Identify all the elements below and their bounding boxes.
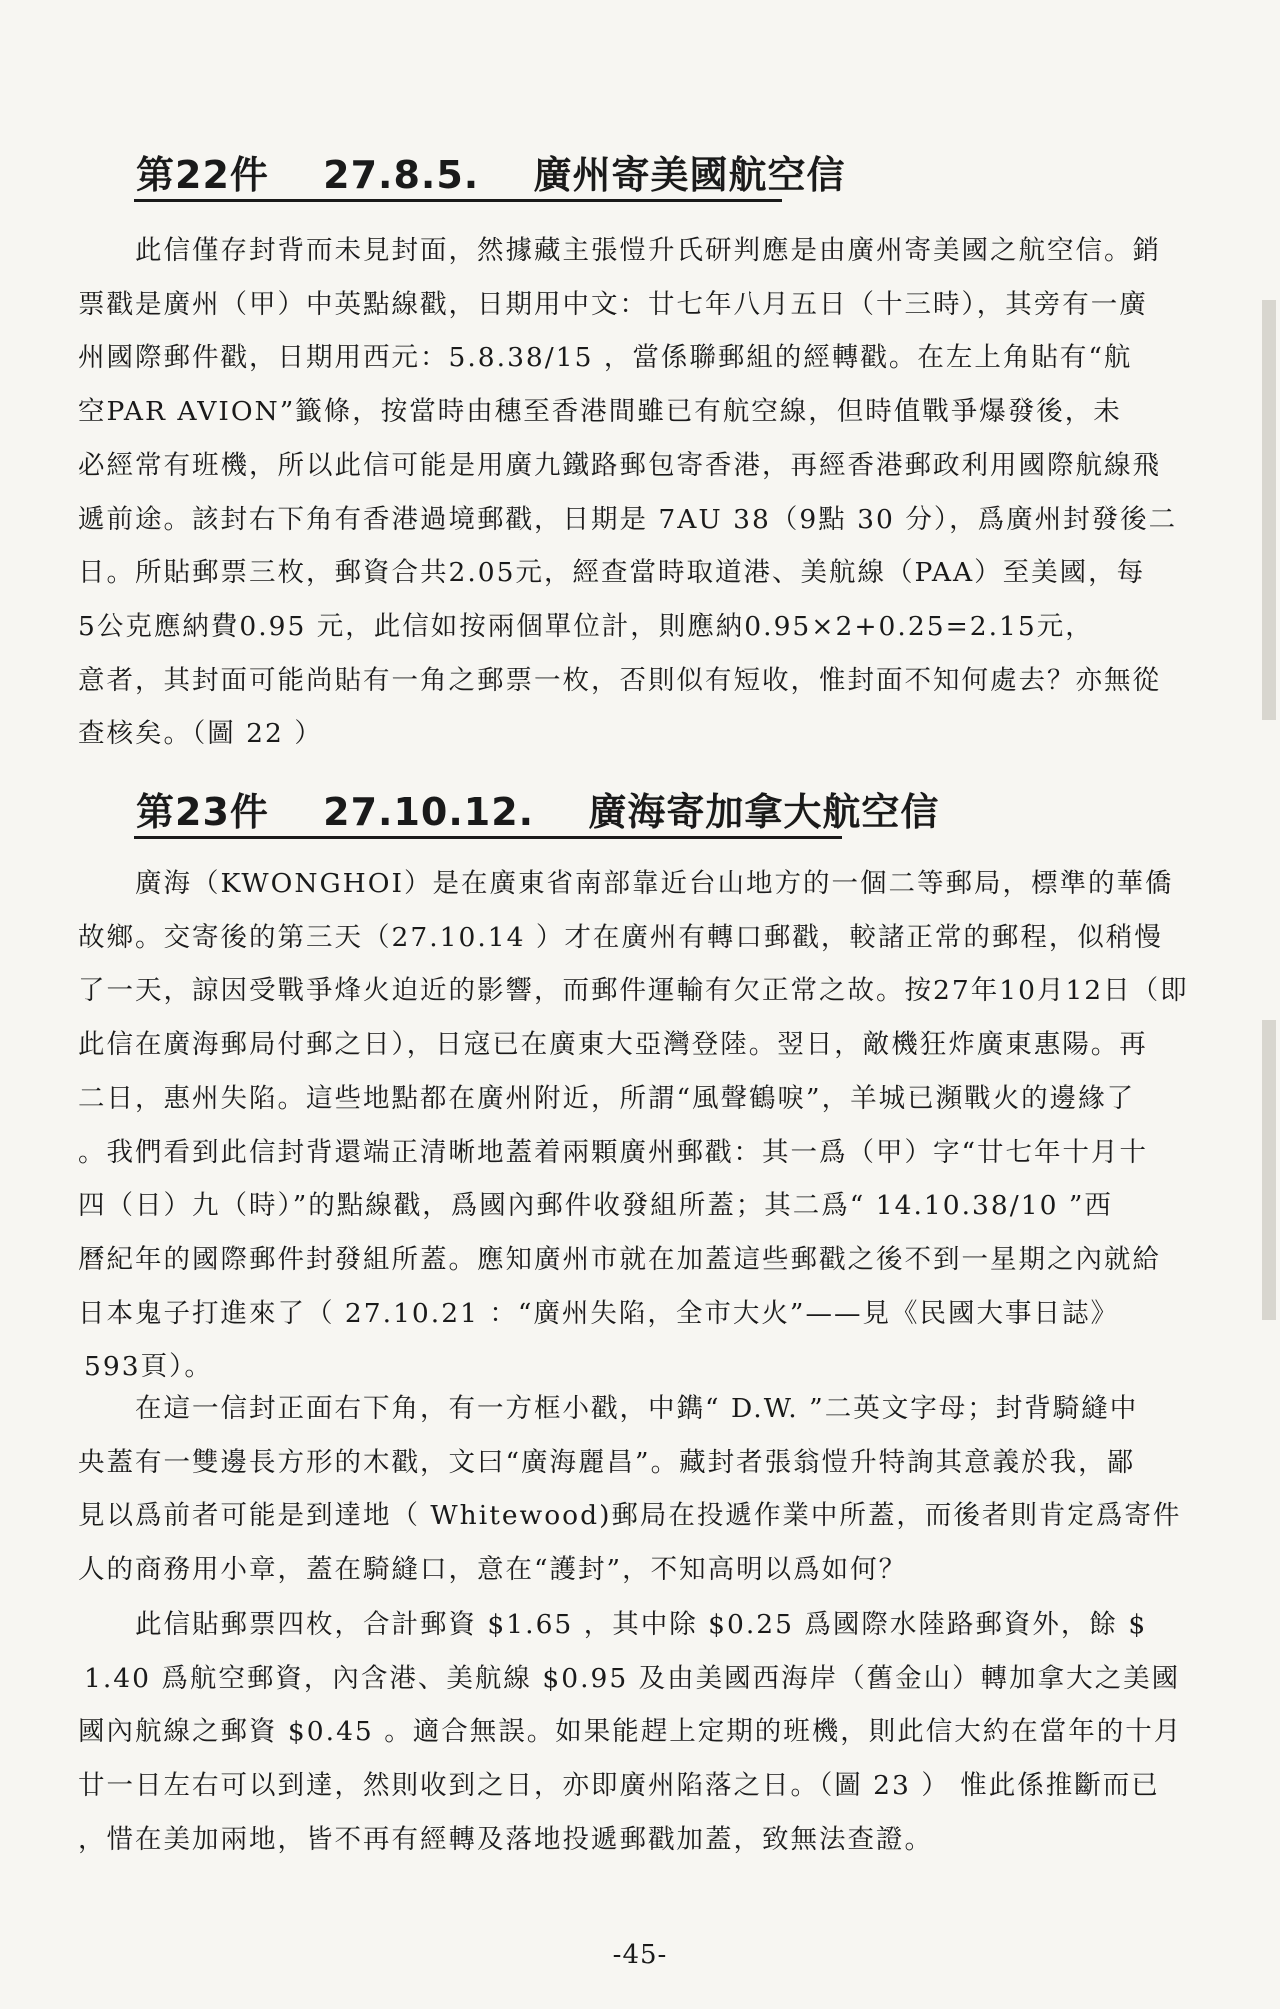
section-23-title: 廣海寄加拿大航空信 (588, 790, 940, 834)
scan-edge-shadow-lower (1262, 1020, 1276, 1320)
section-23-p3-line-3: 國內航線之郵資 $0.45 。適合無誤。如果能趕上定期的班機，則此信大約在當年的十月 (78, 1716, 1183, 1748)
section-23-p1-line-4: 此信在廣海郵局付郵之日），日寇已在廣東大亞灣登陸。翌日，敵機狂炸廣東惠陽。再 (78, 1029, 1148, 1061)
section-23-p1-line-9: 日本鬼子打進來了（ 27.10.21 ：“廣州失陷，全市大火”——見《民國大事日誌》 (78, 1297, 1119, 1329)
section-23-p2-line-1: 在這一信封正面右下角，有一方框小戳，中鐫“ D.W. ”二英文字母；封背騎縫中 (135, 1393, 1139, 1424)
section-23-p1-line-10: 593頁）。 (84, 1351, 213, 1383)
section-22-line-2: 票戳是廣州（甲）中英點線戳，日期用中文：廿七年八月五日（十三時），其旁有一廣 (78, 288, 1148, 320)
section-22-title: 廣州寄美國航空信 (533, 153, 846, 197)
section-23-p1-line-3: 了一天，諒因受戰爭烽火迫近的影響，而郵件運輸有欠正常之故。按27年10月12日（即 (78, 975, 1189, 1007)
section-23-p1-line-7: 四（日）九（時）”的點線戳，爲國內郵件收發組所蓋；其二爲“ 14.10.38/10 ”西 (78, 1190, 1113, 1222)
section-22-underline (134, 199, 782, 202)
section-22-number: 第22件 (136, 153, 269, 197)
section-22-line-5: 必經常有班機，所以此信可能是用廣九鐵路郵包寄香港，再經香港郵政利用國際航線飛 (78, 449, 1161, 481)
section-23-p2-line-4: 人的商務用小章，蓋在騎縫口，意在“護封”，不知高明以爲如何？ (78, 1554, 908, 1586)
section-22-line-6: 遞前途。該封右下角有香港過境郵戳，日期是 7AU 38（9點 30 分），爲廣州封發後二 (78, 503, 1178, 535)
section-23-p3-line-1: 此信貼郵票四枚，合計郵資 $1.65 ，其中除 $0.25 爲國際水陸路郵資外，餘 $ (135, 1609, 1148, 1640)
section-23-p1-line-2: 故鄉。交寄後的第三天（27.10.14 ）才在廣州有轉口郵戳，較諸正常的郵程，似稍慢 (78, 921, 1163, 953)
section-22-heading (136, 150, 845, 200)
section-22-line-7: 日。所貼郵票三枚，郵資合共2.05元，經查當時取道港、美航線（PAA）至美國，每 (78, 557, 1146, 589)
section-23-p1-line-6: 。我們看到此信封背還端正清晰地蓋着兩顆廣州郵戳：其一爲（甲）字“廿七年十月十 (78, 1136, 1149, 1168)
section-22-line-1: 此信僅存封背而未見封面，然據藏主張愷升氏研判應是由廣州寄美國之航空信。銷 (135, 235, 1161, 266)
section-23-p1-line-1: 廣海（KWONGHOI）是在廣東省南部靠近台山地方的一個二等郵局，標準的華僑 (135, 868, 1174, 899)
section-23-paragraph-2 (78, 1382, 1210, 1597)
section-22-line-9: 意者，其封面可能尚貼有一角之郵票一枚，否則似有短收，惟封面不知何處去？亦無從 (78, 664, 1161, 696)
section-23-p2-line-3: 見以爲前者可能是到達地（ Whitewood)郵局在投遞作業中所蓋，而後者則肯定爲寄件 (78, 1500, 1182, 1532)
section-23-p1-line-5: 二日，惠州失陷。這些地點都在廣州附近，所謂“風聲鶴唳”，羊城已瀕戰火的邊緣了 (78, 1082, 1136, 1114)
section-22-line-4: 空PAR AVION”籤條，按當時由穗至香港間雖已有航空線，但時值戰爭爆發後，未 (78, 396, 1122, 428)
section-23-underline (134, 836, 842, 839)
section-22-line-10: 查核矣。（圖 22 ） (78, 718, 323, 750)
section-23-p2-line-2: 央蓋有一雙邊長方形的木戳，文曰“廣海麗昌”。藏封者張翁愷升特詢其意義於我，鄙 (78, 1446, 1136, 1478)
page-number: -45- (612, 1940, 668, 1970)
section-22-date: 27.8.5. (323, 153, 480, 197)
section-23-number: 第23件 (136, 790, 269, 834)
section-23-p1-line-8: 曆紀年的國際郵件封發組所蓋。應知廣州市就在加蓋這些郵戳之後不到一星期之內就給 (78, 1243, 1161, 1275)
section-23-p3-line-4: 廿一日左右可以到達，然則收到之日，亦即廣州陷落之日。（圖 23 ） 惟此係推斷而已 (78, 1770, 1160, 1802)
section-23-paragraph-3 (78, 1598, 1210, 1867)
section-22-body (78, 224, 1210, 761)
section-22-line-3: 州國際郵件戳，日期用西元：5.8.38/15 ，當係聯郵組的經轉戳。在左上角貼有“航 (78, 342, 1133, 374)
section-23-date: 27.10.12. (323, 790, 535, 834)
section-23-paragraph-1 (78, 857, 1210, 1394)
scan-edge-shadow (1262, 300, 1276, 720)
section-22-line-8: 5公克應納費0.95 元，此信如按兩個單位計，則應納0.95×2+0.25=2.15元， (78, 610, 1094, 642)
section-23-heading (136, 787, 939, 837)
section-23-p3-line-5: ，惜在美加兩地，皆不再有經轉及落地投遞郵戳加蓋，致無法查證。 (78, 1823, 933, 1855)
section-23-p3-line-2: 1.40 爲航空郵資，內含港、美航線 $0.95 及由美國西海岸（舊金山）轉加拿大之美國 (84, 1662, 1181, 1694)
